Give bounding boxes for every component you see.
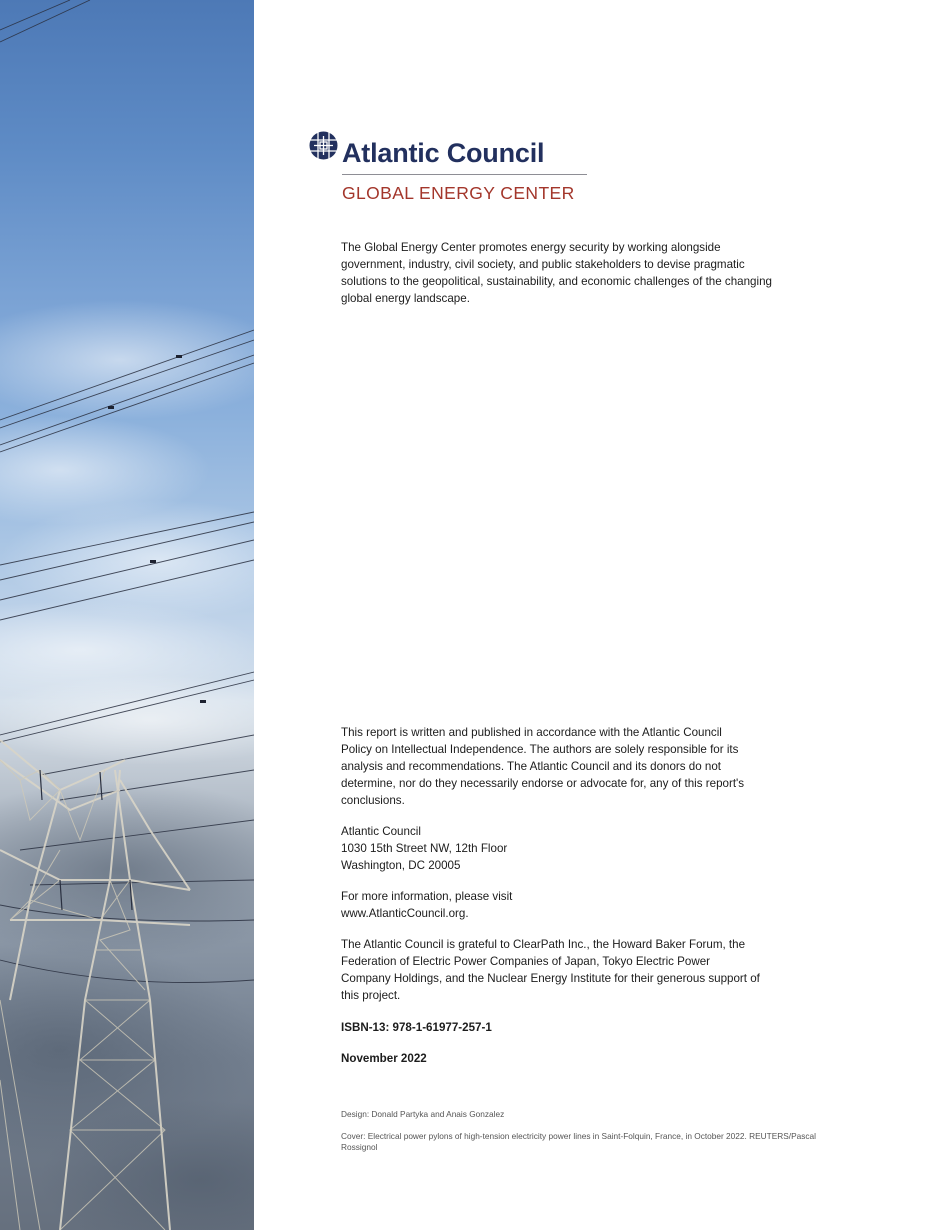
- power-pylon-illustration: [0, 0, 254, 1230]
- logo-divider: [342, 174, 587, 175]
- globe-icon: [308, 130, 339, 161]
- acknowledgements: The Atlantic Council is grateful to ClearPath Inc., the Howard Baker Forum, the Federation of Electric Power Companies of Japan, Tokyo Electric Power Company Holdings, and the Nuclear Energy Institute for their generous support of this project.: [341, 938, 760, 1002]
- address-line: 1030 15th Street NW, 12th Floor: [341, 842, 508, 855]
- address-line: Atlantic Council: [341, 825, 421, 838]
- publication-date: November 2022: [341, 1052, 427, 1065]
- address-line: Washington, DC 20005: [341, 859, 461, 872]
- design-credit: Design: Donald Partyka and Anais Gonzalez: [341, 1109, 505, 1119]
- independence-disclaimer: This report is written and published in accordance with the Atlantic Council Policy on Intellectual Independence. The authors are solely responsible for its analysis and recommendations. The Atlantic Council and its donors do not determine, nor do they necessarily endorse or advocate for, any of this report's conclusions.: [341, 726, 745, 807]
- org-name: Atlantic Council: [342, 138, 545, 168]
- address-block: [341, 823, 641, 874]
- center-description: The Global Energy Center promotes energy security by working alongside government, industry, civil society, and public stakeholders to devise pragmatic solutions to the geopolitical, sustainability, and economic challenges of the changing global energy landscape.: [341, 241, 772, 305]
- center-name: GLOBAL ENERGY CENTER: [342, 183, 575, 203]
- cover-credit: Cover: Electrical power pylons of high-tension electricity power lines in Saint-Folquin, France, in October 2022. REUTERS/Pascal Rossignol: [341, 1131, 816, 1152]
- isbn: ISBN-13: 978-1-61977-257-1: [341, 1021, 492, 1034]
- cover-photo: [0, 0, 254, 1230]
- more-info-text: For more information, please visit: [341, 890, 513, 903]
- website-link[interactable]: www.AtlanticCouncil.org.: [341, 907, 469, 920]
- more-info-block: [341, 888, 641, 922]
